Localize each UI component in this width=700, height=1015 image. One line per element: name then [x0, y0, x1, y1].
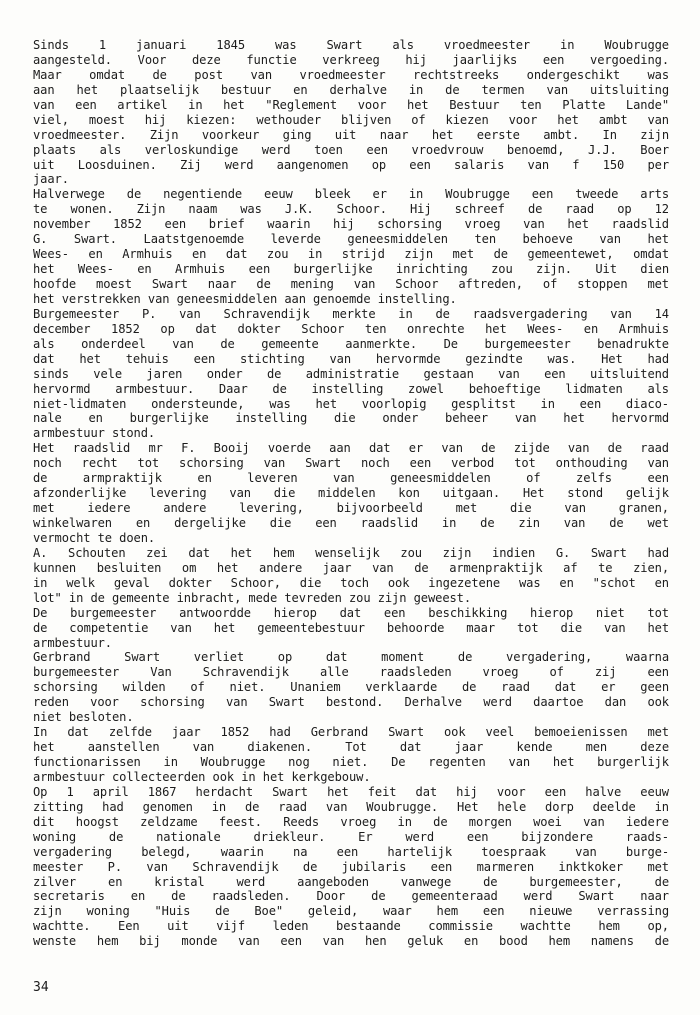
- text-line: als onderdeel van de gemeente aanmerkte. De burgemeester benadrukte: [33, 336, 669, 351]
- text-line: Gerbrand Swart verliet op dat moment de vergadering, waarna: [33, 650, 669, 665]
- text-line: de armpraktijk en leveren van geneesmiddelen of zelfs een: [33, 471, 669, 486]
- text-line: woning de nationale driekleur. Er werd een bijzondere raads-: [33, 829, 669, 844]
- text-line: viel, moest hij kiezen: wethouder blijven of kiezen voor het ambt van: [33, 112, 669, 127]
- text-line: november 1852 een brief waarin hij schorsing vroeg van het raadslid: [33, 217, 669, 232]
- text-line: secretaris en de raadsleden. Door de gemeenteraad werd Swart naar: [33, 889, 669, 904]
- text-line: het verstrekken van geneesmiddelen aan genoemde instelling.: [33, 291, 457, 306]
- text-line: In dat zelfde jaar 1852 had Gerbrand Swart ook veel bemoeienissen met: [33, 725, 669, 740]
- text-line: zitting had genomen in de raad van Woubrugge. Het hele dorp deelde in: [33, 799, 669, 814]
- text-line: Op 1 april 1867 herdacht Swart het feit dat hij voor een halve eeuw: [33, 784, 669, 799]
- text-line: niet-lidmaten ondersteunde, was het voorlopig gesplitst in een diaco-: [33, 396, 669, 411]
- text-line: jaar.: [33, 172, 69, 187]
- text-line: Maar omdat de post van vroedmeester rechtstreeks ondergeschikt was: [33, 67, 669, 82]
- text-line: in welk geval dokter Schoor, die toch ook ingezetene was en "schot en: [33, 575, 669, 590]
- text-line: schorsing wilden of niet. Unaniem verklaarde de raad dat er geen: [33, 680, 669, 695]
- text-line: dat het tehuis een stichting van hervormde gezindte was. Het had: [33, 351, 669, 366]
- text-line: vergadering belegd, waarin na een hartelijk toespraak van burge-: [33, 844, 669, 859]
- text-line: december 1852 op dat dokter Schoor ten onrechte het Wees- en Armhuis: [33, 321, 669, 336]
- text-line: vermocht te doen.: [33, 530, 156, 545]
- text-line: kunnen besluiten om het andere jaar van de armenpraktijk af te zien,: [33, 560, 669, 575]
- text-line: G. Swart. Laatstgenoemde leverde geneesmiddelen ten behoeve van het: [33, 232, 669, 247]
- text-line: wachtte. Een uit vijf leden bestaande commissie wachtte hem op,: [33, 919, 669, 934]
- text-line: de competentie van het gemeentebestuur behoorde maar tot die van het: [33, 620, 669, 635]
- text-line: te wonen. Zijn naam was J.K. Schoor. Hij schreef de raad op 12: [33, 202, 669, 217]
- text-line: dit hoogst zeldzame feest. Reeds vroeg in de morgen woei van iedere: [33, 814, 669, 829]
- text-line: zilver en kristal werd aangeboden vanwege de burgemeester, de: [33, 874, 669, 889]
- text-line: winkelwaren en dergelijke die een raadslid in de zin van de wet: [33, 516, 669, 530]
- body-text: [33, 38, 669, 949]
- text-line: Sinds 1 januari 1845 was Swart als vroedmeester in Woubrugge: [33, 38, 669, 52]
- text-line: zijn woning "Huis de Boe" geleid, waar hem een nieuwe verrassing: [33, 904, 669, 919]
- text-line: reden voor schorsing van Swart bestond. Derhalve werd daartoe dan ook: [33, 695, 669, 710]
- text-line: plaats als verloskundige werd toen een vroedvrouw benoemd, J.J. Boer: [33, 142, 669, 157]
- text-line: hervormd armbestuur. Daar de instelling zowel behoeftige lidmaten als: [33, 381, 669, 396]
- text-line: Burgemeester P. van Schravendijk merkte in de raadsvergadering van 14: [33, 306, 669, 321]
- text-line: burgemeester Van Schravendijk alle raadsleden vroeg of zij een: [33, 665, 669, 680]
- text-line: noch recht tot schorsing van Swart noch een verbod tot onthouding van: [33, 456, 669, 471]
- text-line: lot" in de gemeente inbracht, mede tevreden zou zijn geweest.: [33, 590, 472, 605]
- text-line: vroedmeester. Zijn voorkeur ging uit naar het eerste ambt. In zijn: [33, 127, 669, 142]
- text-line: nale en burgerlijke instelling die onder beheer van het hervormd: [33, 411, 669, 426]
- text-line: wenste hem bij monde van een van hen geluk en bood hem namens de: [33, 934, 669, 949]
- page-number: 34: [33, 980, 49, 995]
- text-line: uit Loosduinen. Zij werd aangenomen op een salaris van f 150 per: [33, 157, 669, 172]
- text-line: aangesteld. Voor deze functie verkreeg hij jaarlijks een vergoeding.: [33, 52, 669, 67]
- text-line: aan het plaatselijk bestuur en derhalve in de termen van uitsluiting: [33, 82, 669, 97]
- text-line: het Wees- en Armhuis een burgerlijke inrichting zou zijn. Uit dien: [33, 262, 669, 277]
- text-line: Wees- en Armhuis en dat zou in strijd zijn met de gemeentewet, omdat: [33, 247, 669, 262]
- text-line: het aanstellen van diakenen. Tot dat jaar kende men deze: [33, 740, 669, 755]
- text-line: sinds vele jaren onder de administratie gestaan van een uitsluitend: [33, 366, 669, 381]
- text-line: met iedere andere levering, bijvoorbeeld met die van granen,: [33, 501, 669, 516]
- text-line: Het raadslid mr F. Booij voerde aan dat er van de zijde van de raad: [33, 441, 669, 456]
- text-line: niet besloten.: [33, 710, 134, 725]
- text-line: afzonderlijke levering van die middelen kon uitgaan. Het stond gelijk: [33, 486, 669, 501]
- text-line: meester P. van Schravendijk de jubilaris een marmeren inktkoker met: [33, 859, 669, 874]
- text-line: armbestuur.: [33, 635, 112, 650]
- text-line: armbestuur collecteerden ook in het kerkgebouw.: [33, 769, 371, 784]
- text-line: De burgemeester antwoordde hierop dat een beschikking hierop niet tot: [33, 605, 669, 620]
- text-line: armbestuur stond.: [33, 426, 156, 441]
- text-line: functionarissen in Woubrugge nog niet. De regenten van het burgerlijk: [33, 755, 669, 769]
- text-line: hoofde moest Swart naar de mening van Schoor aftreden, of stoppen met: [33, 277, 669, 291]
- text-line: A. Schouten zei dat het hem wenselijk zou zijn indien G. Swart had: [33, 545, 669, 560]
- text-line: van een artikel in het "Reglement voor het Bestuur ten Platte Lande": [33, 97, 669, 112]
- text-line: Halverwege de negentiende eeuw bleek er in Woubrugge een tweede arts: [33, 187, 669, 202]
